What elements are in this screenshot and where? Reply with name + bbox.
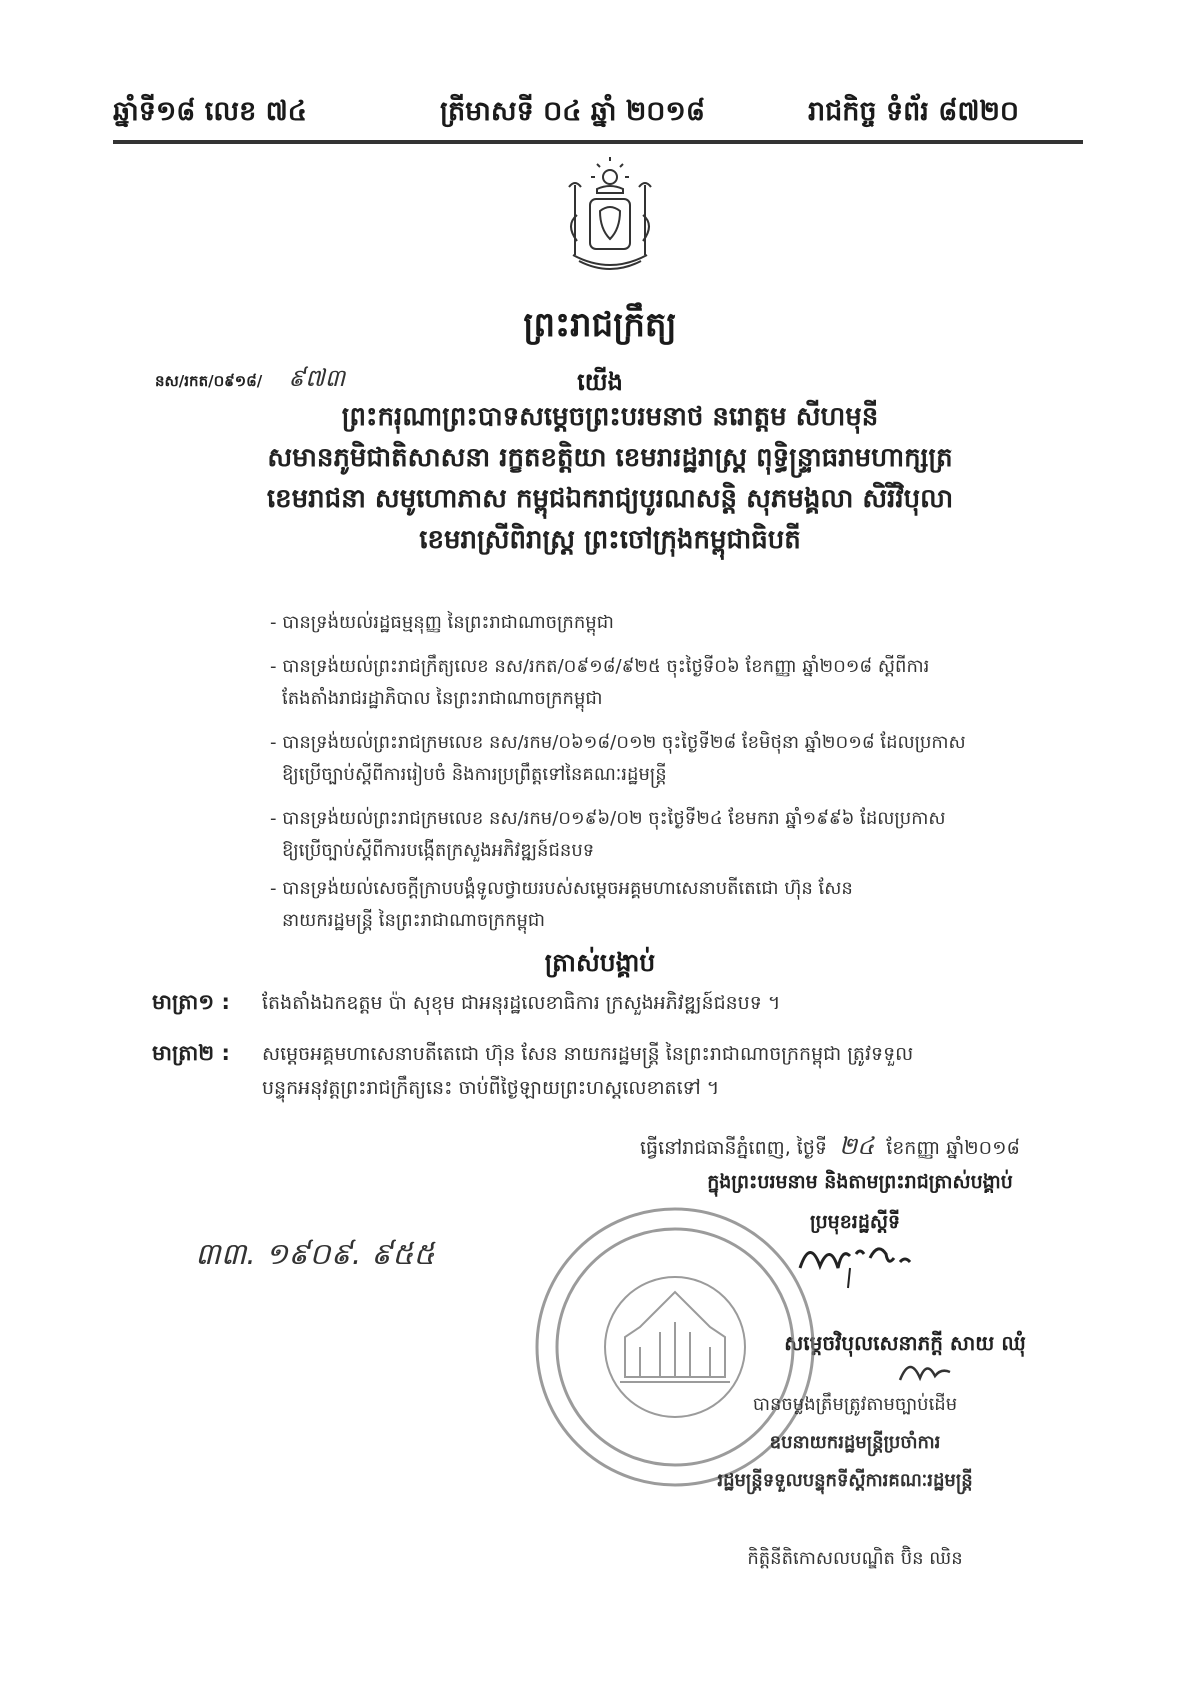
article-2-label: មាត្រា២ : bbox=[152, 1041, 230, 1065]
recital-line: នាយករដ្ឋមន្ត្រី នៃព្រះរាជាណាចក្រកម្ពុជា bbox=[282, 910, 546, 931]
gazette-year-issue: ឆ្នាំទី១៨ លេខ ៧៤ bbox=[113, 96, 307, 127]
signatory-name: សម្តេចវិបុលសេនាភក្តី សាយ ឈុំ bbox=[784, 1331, 1026, 1355]
royal-title-line: ខេមរាស្រីពិរាស្ត្រ ព្រះចៅក្រុងកម្ពុជាធិបតី bbox=[419, 525, 801, 555]
article-1-label: មាត្រា១ : bbox=[152, 990, 230, 1014]
gazette-page: រាជកិច្ច ទំព័រ ៨៧២០ bbox=[808, 96, 1020, 127]
article-line: តែងតាំងឯកឧត្តម ប៉ា សុខុម ជាអនុរដ្ឋលេខាធិការ ក្រសួងអភិវឌ្ឍន៍ជនបទ ។ bbox=[262, 992, 781, 1014]
place-date-suffix: ខែកញ្ញា ឆ្នាំ២០១៨ bbox=[886, 1137, 1020, 1159]
certification-line: កិត្តិនីតិកោសលបណ្ឌិត ប៊ិន ឈិន bbox=[747, 1548, 963, 1569]
recital-line: - បានទ្រង់យល់ព្រះរាជក្រឹត្យលេខ នស/រកត/០៩១៨/៩២៥ ចុះថ្ងៃទី០៦ ខែកញ្ញា ឆ្នាំ២០១៨ ស្តីពីការ bbox=[270, 656, 930, 677]
reference-handwritten: ៩៧៣ bbox=[288, 364, 346, 392]
certification-line: ឧបនាយករដ្ឋមន្ត្រីប្រចាំការ bbox=[769, 1432, 941, 1453]
recital-line: - បានទ្រង់យល់រដ្ឋធម្មនុញ្ញ នៃព្រះរាជាណាចក្រកម្ពុជា bbox=[270, 612, 614, 633]
place-date bbox=[640, 1131, 1020, 1166]
royal-emblem-icon bbox=[555, 155, 665, 275]
place-date-day: ២៤ bbox=[839, 1132, 875, 1160]
royal-title-line: ព្រះករុណាព្រះបាទសម្តេចព្រះបរមនាថ នរោត្តម សីហមុនី bbox=[341, 402, 879, 432]
recital-item bbox=[270, 607, 1070, 639]
royal-title-line: សមានភូមិជាតិសាសនា រក្ខតខត្តិយា ខេមរារដ្ឋរាស្ត្រ ពុទ្ធិន្ទ្រាធរាមហាក្សត្រ bbox=[267, 443, 953, 473]
recital-line: ឱ្យប្រើច្បាប់ស្តីពីការរៀបចំ និងការប្រព្រឹត្តទៅនៃគណៈរដ្ឋមន្ត្រី bbox=[282, 764, 667, 785]
decree-type-title: ព្រះរាជក្រឹត្យ bbox=[523, 305, 677, 345]
recital-line: ឱ្យប្រើច្បាប់ស្តីពីការបង្កើតក្រសួងអភិវឌ្ឍន៍ជនបទ bbox=[282, 840, 595, 861]
article-2-text bbox=[262, 1037, 1092, 1105]
recital-item bbox=[270, 873, 1070, 937]
article-line: សម្តេចអគ្គមហាសេនាបតីតេជោ ហ៊ុន សែន នាយករដ្ឋមន្ត្រី នៃព្រះរាជាណាចក្រកម្ពុជា ត្រូវទទួល bbox=[262, 1043, 914, 1065]
reference-number: នស/រកត/០៩១៨/ bbox=[155, 372, 263, 390]
royal-title-line: ខេមរាជនា សមូហោភាស កម្ពុជឯករាជ្យបូរណសន្តិ សុភមង្គលា សិរីវិបុលា bbox=[266, 484, 954, 514]
article-line: បន្ទុកអនុវត្តព្រះរាជក្រឹត្យនេះ ចាប់ពីថ្ងៃឡាយព្រះហស្តលេខាតទៅ ។ bbox=[262, 1077, 720, 1099]
certification-signature-icon bbox=[895, 1350, 955, 1390]
recital-line: តែងតាំងរាជរដ្ឋាភិបាល នៃព្រះរាជាណាចក្រកម្ពុជា bbox=[282, 688, 603, 709]
certification-line: បានចម្លងត្រឹមត្រូវតាមច្បាប់ដើម bbox=[752, 1394, 958, 1415]
gazette-quarter: ត្រីមាសទី ០៤ ឆ្នាំ ២០១៨ bbox=[440, 96, 705, 127]
certification-line: រដ្ឋមន្ត្រីទទួលបន្ទុកទីស្តីការគណៈរដ្ឋមន្ត្រី bbox=[717, 1470, 973, 1491]
handwritten-registration: ៣៣. ១៩០៩. ៩៥៥ bbox=[195, 1237, 435, 1272]
we-heading: យើង bbox=[577, 368, 623, 396]
decree-heading: ត្រាស់បង្គាប់ bbox=[544, 948, 656, 977]
recital-item bbox=[270, 803, 1070, 867]
royal-sign-line: ក្នុងព្រះបរមនាម និងតាមព្រះរាជត្រាស់បង្គាប់ bbox=[707, 1171, 1013, 1193]
recital-line: - បានទ្រង់យល់សេចក្តីក្រាបបង្គំទូលថ្វាយរបស់សម្តេចអគ្គមហាសេនាបតីតេជោ ហ៊ុន សែន bbox=[270, 878, 853, 899]
pm-title: ប្រមុខរដ្ឋស្តីទី bbox=[809, 1211, 901, 1233]
recital-item bbox=[270, 651, 1070, 715]
place-date-prefix: ធ្វើនៅរាជធានីភ្នំពេញ, ថ្ងៃទី bbox=[640, 1137, 827, 1159]
recital-line: - បានទ្រង់យល់ព្រះរាជក្រមលេខ នស/រកម/០៦១៨/០១២ ចុះថ្ងៃទី២៨ ខែមិថុនា ឆ្នាំ២០១៨ ដែលប្រកាស bbox=[270, 732, 966, 753]
recital-line: - បានទ្រង់យល់ព្រះរាជក្រមលេខ នស/រកម/០១៩៦/០២ ចុះថ្ងៃទី២៤ ខែមករា ឆ្នាំ១៩៩៦ ដែលប្រកាស bbox=[270, 808, 946, 829]
recital-item bbox=[270, 727, 1070, 791]
article-1-text bbox=[262, 986, 1092, 1020]
header-rule bbox=[113, 140, 1083, 144]
